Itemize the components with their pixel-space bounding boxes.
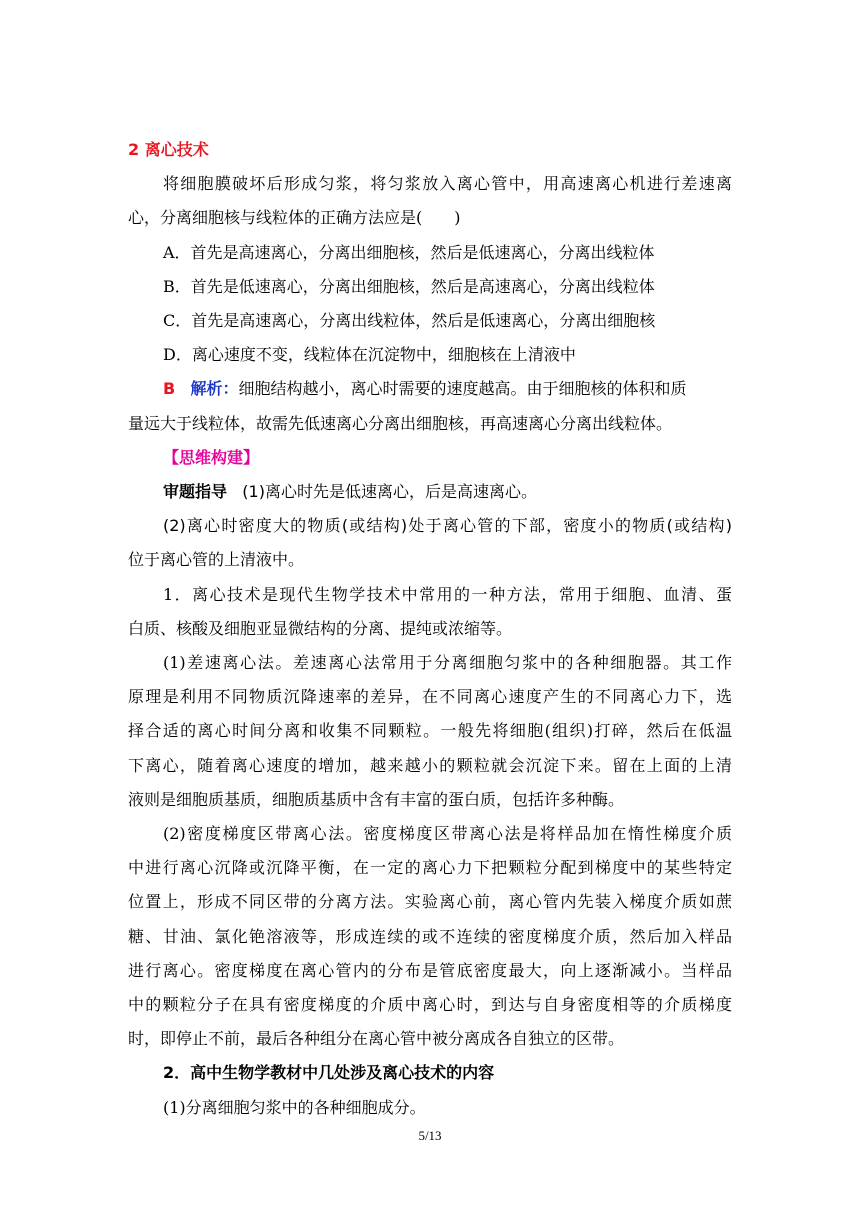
option-c: C．首先是高速离心，分离出线粒体，然后是低速离心，分离出细胞核 (163, 311, 656, 331)
paragraph-3-line-2: 中进行离心沉降或沉降平衡，在一定的离心力下把颗粒分配到梯度中的某些特定 (128, 858, 732, 878)
guide-label: 审题指导 (163, 482, 228, 502)
answer-letter: B (163, 379, 176, 399)
guide-point-2-line-2: 位于离心管的上清液中。 (128, 550, 305, 570)
option-d: D．离心速度不变，线粒体在沉淀物中，细胞核在上清液中 (163, 345, 576, 365)
guide-line-1 (128, 475, 732, 509)
page-number: 5/13 (418, 1128, 442, 1143)
paragraph-2-line-2: 原理是利用不同物质沉降速率的差异，在不同离心速度产生的不同离心力下，选 (128, 687, 732, 707)
paragraph-3-line-7: 时，即停止不前，最后各种组分在离心管中被分离成各自独立的区带。 (128, 1029, 625, 1049)
answer-line-1 (128, 372, 732, 406)
option-b: B．首先是低速离心，分离出细胞核，然后是高速离心，分离出线粒体 (163, 276, 655, 296)
paragraph-2-line-3: 择合适的离心时间分离和收集不同颗粒。一般先将细胞(组织)打碎，然后在低温 (128, 721, 732, 741)
paragraph-3-line-4: 糖、甘油、氯化铯溶液等，形成连续的或不连续的密度梯度介质，然后加入样品 (128, 926, 732, 946)
paragraph-3-line-1: (2)密度梯度区带离心法。密度梯度区带离心法是将样品加在惰性梯度介质 (163, 824, 732, 844)
paragraph-3-line-5: 进行离心。密度梯度在离心管内的分布是管底密度最大，向上逐渐减小。当样品 (128, 960, 732, 980)
analysis-text-line-1: 细胞结构越小，离心时需要的速度越高。由于细胞核的体积和质 (238, 379, 687, 399)
analysis-label: 解析： (190, 379, 239, 399)
option-a: A．首先是高速离心，分离出细胞核，然后是低速离心，分离出线粒体 (163, 242, 655, 262)
paragraph-4-heading: 2．高中生物学教材中几处涉及离心技术的内容 (163, 1063, 495, 1083)
paragraph-1-line-2: 白质、核酸及细胞亚显微结构的分离、提纯或浓缩等。 (128, 618, 513, 638)
paragraph-5: (1)分离细胞匀浆中的各种细胞成分。 (163, 1097, 426, 1117)
paragraph-3-line-6: 中的颗粒分子在具有密度梯度的介质中离心时，到达与自身密度相等的介质梯度 (128, 995, 732, 1015)
section-heading: 2 离心技术 (128, 140, 209, 159)
guide-point-1: (1)离心时先是低速离心，后是高速离心。 (242, 482, 537, 502)
question-stem-line-1: 将细胞膜破坏后形成匀浆，将匀浆放入离心管中，用高速离心机进行差速离 (163, 174, 732, 194)
page-content (128, 133, 732, 1125)
paragraph-2-line-4: 下离心，随着离心速度的增加，越来越小的颗粒就会沉淀下来。留在上面的上清 (128, 755, 732, 775)
paragraph-2-line-1: (1)差速离心法。差速离心法常用于分离细胞匀浆中的各种细胞器。其工作 (163, 653, 732, 673)
thinking-section (128, 441, 732, 475)
paragraph-1-line-1: 1．离心技术是现代生物学技术中常用的一种方法，常用于细胞、血清、蛋 (163, 584, 732, 604)
analysis-text-line-2: 量远大于线粒体，故需先低速离心分离出细胞核，再高速离心分离出线粒体。 (128, 413, 673, 433)
paragraph-2-line-5: 液则是细胞质基质，细胞质基质中含有丰富的蛋白质，包括许多种酶。 (128, 789, 625, 809)
thinking-section-title: 【思维构建】 (163, 447, 260, 467)
question-stem-line-2: 心，分离细胞核与线粒体的正确方法应是( ) (128, 208, 461, 228)
guide-point-2-line-1: (2)离心时密度大的物质(或结构)处于离心管的下部，密度小的物质(或结构) (163, 516, 732, 536)
paragraph-3-line-3: 位置上，形成不同区带的分离方法。实验离心前，离心管内先装入梯度介质如蔗 (128, 892, 732, 912)
